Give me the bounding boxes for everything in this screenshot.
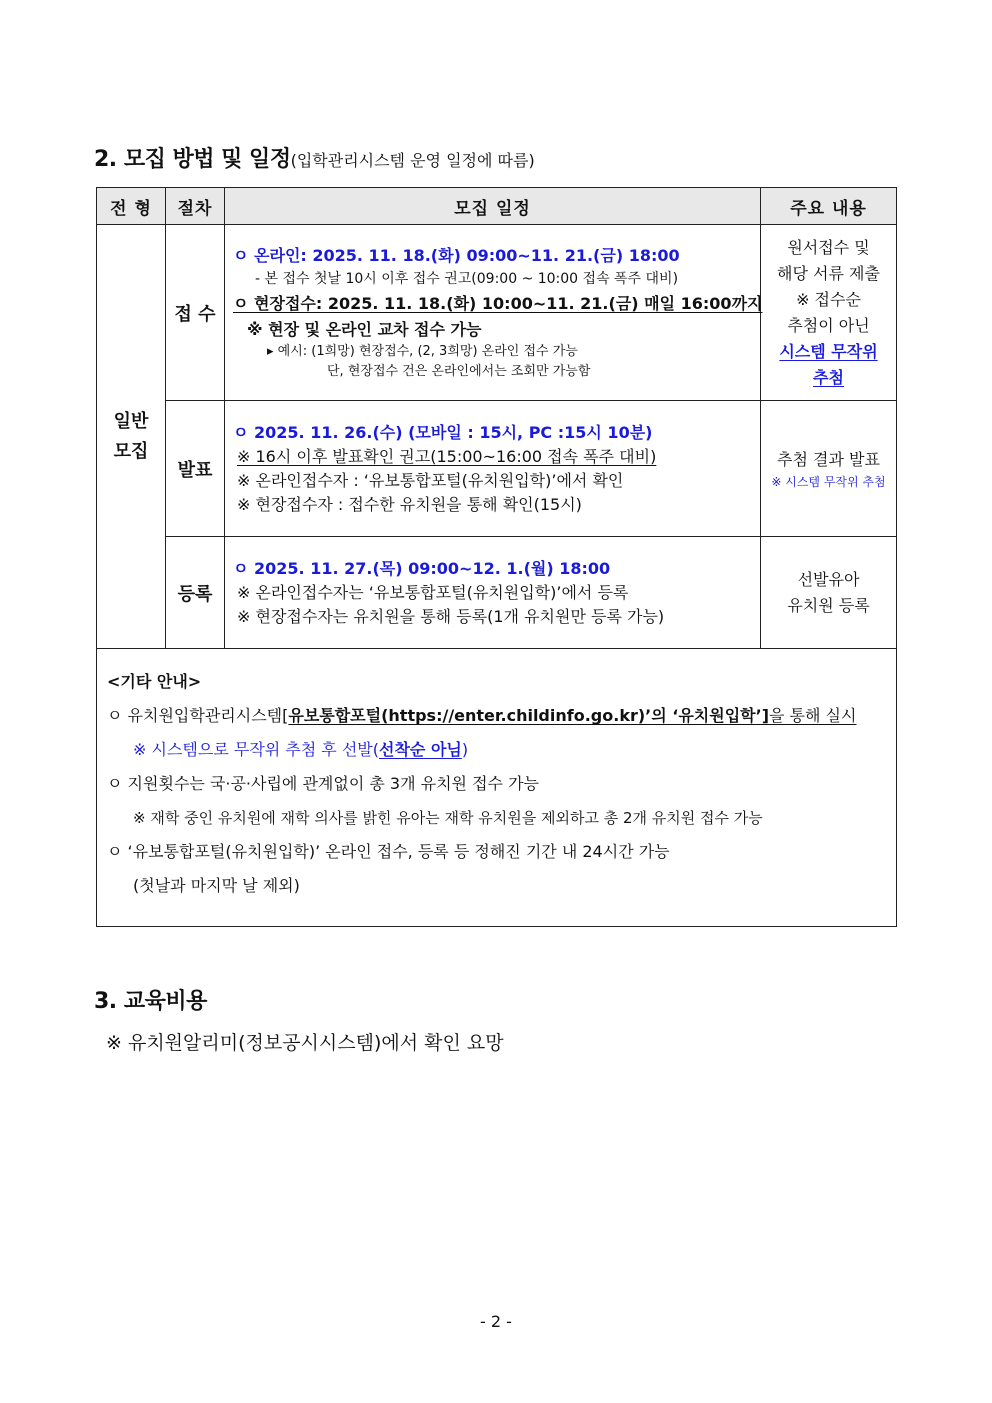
header-step: 절차 <box>166 188 225 225</box>
registration-date: ㅇ 2025. 11. 27.(목) 09:00~12. 1.(월) 18:00 <box>233 558 611 578</box>
section-2-heading <box>94 142 535 173</box>
registration-label: 등록 <box>166 537 225 649</box>
reception-notes-1: 원서접수 및 <box>787 237 870 257</box>
announcement-notes <box>761 401 897 537</box>
registration-notes <box>761 537 897 649</box>
etc-item-3-note: (첫날과 마지막 날 제외) <box>133 876 300 895</box>
etc-item-1-note-suffix: ) <box>461 740 469 759</box>
section-3-note: ※ 유치원알리미(정보공시시스템)에서 확인 요망 <box>106 1032 504 1054</box>
announcement-row <box>97 401 897 537</box>
header-type: 전 형 <box>97 188 166 225</box>
reception-example-2: 단, 현장접수 건은 온라인에서는 조회만 가능함 <box>327 363 591 379</box>
schedule-table <box>96 187 897 927</box>
announcement-label: 발표 <box>166 401 225 537</box>
etc-item-1-suffix: 을 통해 실시 <box>769 706 857 725</box>
registration-notes-2: 유치원 등록 <box>787 595 870 615</box>
reception-notes-2: 해당 서류 제출 <box>777 263 880 283</box>
section-2-subtitle: (입학관리시스템 운영 일정에 따름) <box>290 151 535 170</box>
reception-label: 접 수 <box>166 225 225 401</box>
announcement-note-3: ※ 현장접수자 : 접수한 유치원을 통해 확인(15시) <box>237 494 582 514</box>
announcement-note-2: ※ 온라인접수자 : ‘유보통합포털(유치원입학)’에서 확인 <box>237 470 624 490</box>
reception-row <box>97 225 897 401</box>
etc-item-1-note <box>107 733 888 767</box>
etc-cell <box>97 649 897 927</box>
reception-onsite: ㅇ 현장접수: 2025. 11. 18.(화) 10:00~11. 21.(금) 매일 16:00까지 <box>233 293 763 313</box>
reception-schedule <box>225 225 761 401</box>
etc-item-2-note: ※ 재학 중인 유치원에 재학 의사를 밝힌 유아는 재학 유치원을 제외하고 총 2개 유치원 접수 가능 <box>133 809 763 827</box>
etc-item-3: ㅇ ‘유보통합포털(유치원입학)’ 온라인 접수, 등록 등 정해진 기간 내 24시간 가능 <box>107 842 670 861</box>
etc-item-1-note-bold: 선착순 아님 <box>379 740 462 759</box>
registration-note-2: ※ 현장접수자는 유치원을 통해 등록(1개 유치원만 등록 가능) <box>237 606 665 626</box>
reception-online-note: - 본 접수 첫날 10시 이후 접수 권고(09:00 ~ 10:00 접속 폭주 대비) <box>255 270 679 287</box>
type-cell <box>97 225 166 649</box>
reception-notes-5: 시스템 무작위 <box>779 341 878 361</box>
registration-notes-1: 선발유아 <box>797 569 860 589</box>
announcement-notes-1: 추첨 결과 발표 <box>777 449 880 469</box>
announcement-schedule <box>225 401 761 537</box>
announcement-date: ㅇ 2025. 11. 26.(수) (모바일 : 15시, PC :15시 10분) <box>233 422 653 442</box>
registration-schedule <box>225 537 761 649</box>
reception-notes-3: ※ 접수순 <box>796 289 861 309</box>
page-number: - 2 - <box>480 1312 512 1331</box>
header-schedule: 모집 일정 <box>225 188 761 225</box>
etc-item-1-prefix: ㅇ 유치원입학관리시스템[ <box>107 706 289 725</box>
announcement-note-1: ※ 16시 이후 발표확인 권고(15:00~16:00 접속 폭주 대비) <box>237 446 657 466</box>
table-header-row <box>97 188 897 225</box>
type-label-1: 일반 <box>113 410 149 432</box>
announcement-notes-2: ※ 시스템 무작위 추첨 <box>771 474 886 489</box>
etc-item-1-note-prefix: ※ 시스템으로 무작위 추첨 후 선발( <box>133 740 380 759</box>
section-3-title: 3. 교육비용 <box>94 989 207 1014</box>
reception-online: ㅇ 온라인: 2025. 11. 18.(화) 09:00~11. 21.(금) 18:00 <box>233 245 680 265</box>
registration-note-1: ※ 온라인접수자는 ‘유보통합포털(유치원입학)’에서 등록 <box>237 582 629 602</box>
etc-item-1-portal: 유보통합포털(https://enter.childinfo.go.kr)’의 ‘유치원입학’] <box>288 706 770 725</box>
etc-item-1 <box>107 699 888 733</box>
reception-notes-6: 추첨 <box>813 367 844 387</box>
section-2-title: 2. 모집 방법 및 일정 <box>94 147 291 172</box>
etc-item-2: ㅇ 지원횟수는 국·공·사립에 관계없이 총 3개 유치원 접수 가능 <box>107 774 539 793</box>
reception-cross: ※ 현장 및 온라인 교차 접수 가능 <box>247 319 482 339</box>
registration-row <box>97 537 897 649</box>
header-notes: 주요 내용 <box>761 188 897 225</box>
etc-title: <기타 안내> <box>107 672 202 691</box>
reception-example: ▸ 예시: (1희망) 현장접수, (2, 3희망) 온라인 접수 가능 <box>267 343 578 359</box>
type-label-2: 모집 <box>113 440 149 462</box>
reception-notes-4: 추첨이 아닌 <box>787 315 870 335</box>
reception-notes <box>761 225 897 401</box>
etc-row <box>97 649 897 927</box>
